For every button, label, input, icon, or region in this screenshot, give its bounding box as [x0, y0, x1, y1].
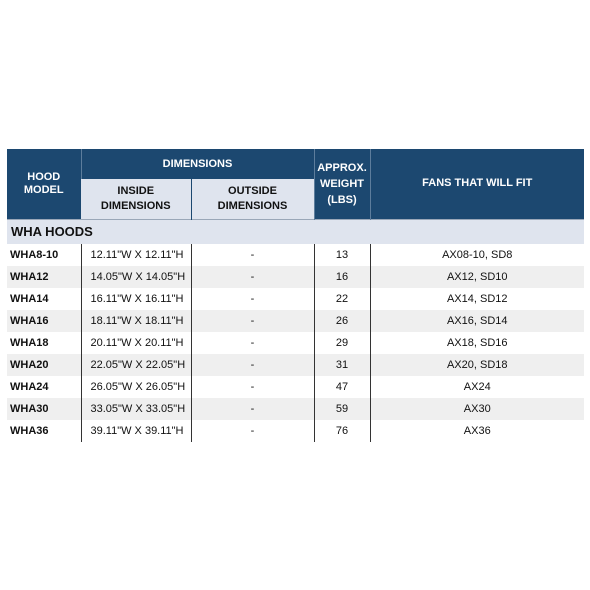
hood-model-cell: WHA14 [10, 292, 49, 305]
outside-dimensions-header-text: OUTSIDE DIMENSIONS [217, 184, 288, 212]
weight-cell: 31 [314, 354, 370, 376]
inside-dimensions-cell: 22.05"W X 22.05"H [81, 354, 191, 376]
fans-cell: AX14, SD12 [370, 288, 584, 310]
weight-cell: 22 [314, 288, 370, 310]
outside-dimensions-cell: - [191, 266, 314, 288]
weight-cell: 47 [314, 376, 370, 398]
fans-cell: AX16, SD14 [370, 310, 584, 332]
hood-spec-table [7, 149, 584, 442]
dimensions-header: DIMENSIONS [81, 149, 314, 179]
outside-dimensions-cell: - [191, 310, 314, 332]
fans-header: FANS THAT WILL FIT [370, 149, 584, 219]
inside-dimensions-cell: 33.05"W X 33.05"H [81, 398, 191, 420]
weight-header [314, 149, 370, 219]
inside-dimensions-cell: 20.11"W X 20.11"H [81, 332, 191, 354]
hood-spec-table-wrapper [7, 149, 584, 442]
hood-model-cell: WHA20 [7, 354, 81, 376]
outside-dimensions-cell: - [191, 244, 314, 266]
inside-dimensions-cell: 26.05"W X 26.05"H [81, 376, 191, 398]
inside-dimensions-cell: 12.11"W X 12.11"H [81, 244, 191, 266]
fans-cell: AX24 [370, 376, 584, 398]
table-row [7, 288, 584, 310]
table-row [7, 420, 584, 442]
table-row [7, 332, 584, 354]
outside-dimensions-cell: - [191, 376, 314, 398]
table-row [7, 354, 584, 376]
inside-dimensions-cell: 14.05"W X 14.05"H [81, 266, 191, 288]
table-row [7, 310, 584, 332]
fans-cell: AX08-10, SD8 [370, 244, 584, 266]
outside-dimensions-cell: - [191, 420, 314, 442]
hood-model-cell: WHA24 [10, 380, 49, 393]
hood-model-cell: WHA30 [7, 398, 81, 420]
table-row [7, 398, 584, 420]
hood-model-cell: WHA12 [7, 266, 81, 288]
inside-dimensions-cell: 39.11"W X 39.11"H [81, 420, 191, 442]
hood-model-header [7, 149, 81, 219]
inside-dimensions-header [81, 179, 191, 219]
fans-cell: AX36 [370, 420, 584, 442]
weight-cell: 13 [314, 244, 370, 266]
outside-dimensions-cell: - [191, 288, 314, 310]
table-body [7, 219, 584, 442]
fans-cell: AX12, SD10 [370, 266, 584, 288]
weight-cell: 59 [314, 398, 370, 420]
table-row [7, 244, 584, 266]
fans-cell: AX20, SD18 [370, 354, 584, 376]
fans-cell: AX30 [370, 398, 584, 420]
inside-dimensions-header-text: INSIDE DIMENSIONS [100, 184, 171, 212]
outside-dimensions-cell: - [191, 354, 314, 376]
section-row [7, 219, 584, 244]
section-title: WHA HOODS [7, 219, 584, 244]
table-row [7, 266, 584, 288]
weight-cell: 76 [314, 420, 370, 442]
outside-dimensions-cell: - [191, 398, 314, 420]
table-row [7, 376, 584, 398]
weight-cell: 29 [314, 332, 370, 354]
hood-model-cell: WHA8-10 [10, 248, 59, 261]
inside-dimensions-cell: 18.11"W X 18.11"H [81, 310, 191, 332]
inside-dimensions-cell: 16.11"W X 16.11"H [81, 288, 191, 310]
weight-header-text: APPROX. WEIGHT (LBS) [317, 161, 367, 206]
fans-cell: AX18, SD16 [370, 332, 584, 354]
outside-dimensions-header [191, 179, 314, 219]
hood-model-cell: WHA18 [10, 336, 49, 349]
hood-model-cell: WHA36 [10, 424, 49, 437]
hood-model-cell: WHA16 [7, 310, 81, 332]
weight-cell: 26 [314, 310, 370, 332]
outside-dimensions-cell: - [191, 332, 314, 354]
hood-model-header-text: HOOD MODEL [23, 170, 64, 196]
weight-cell: 16 [314, 266, 370, 288]
